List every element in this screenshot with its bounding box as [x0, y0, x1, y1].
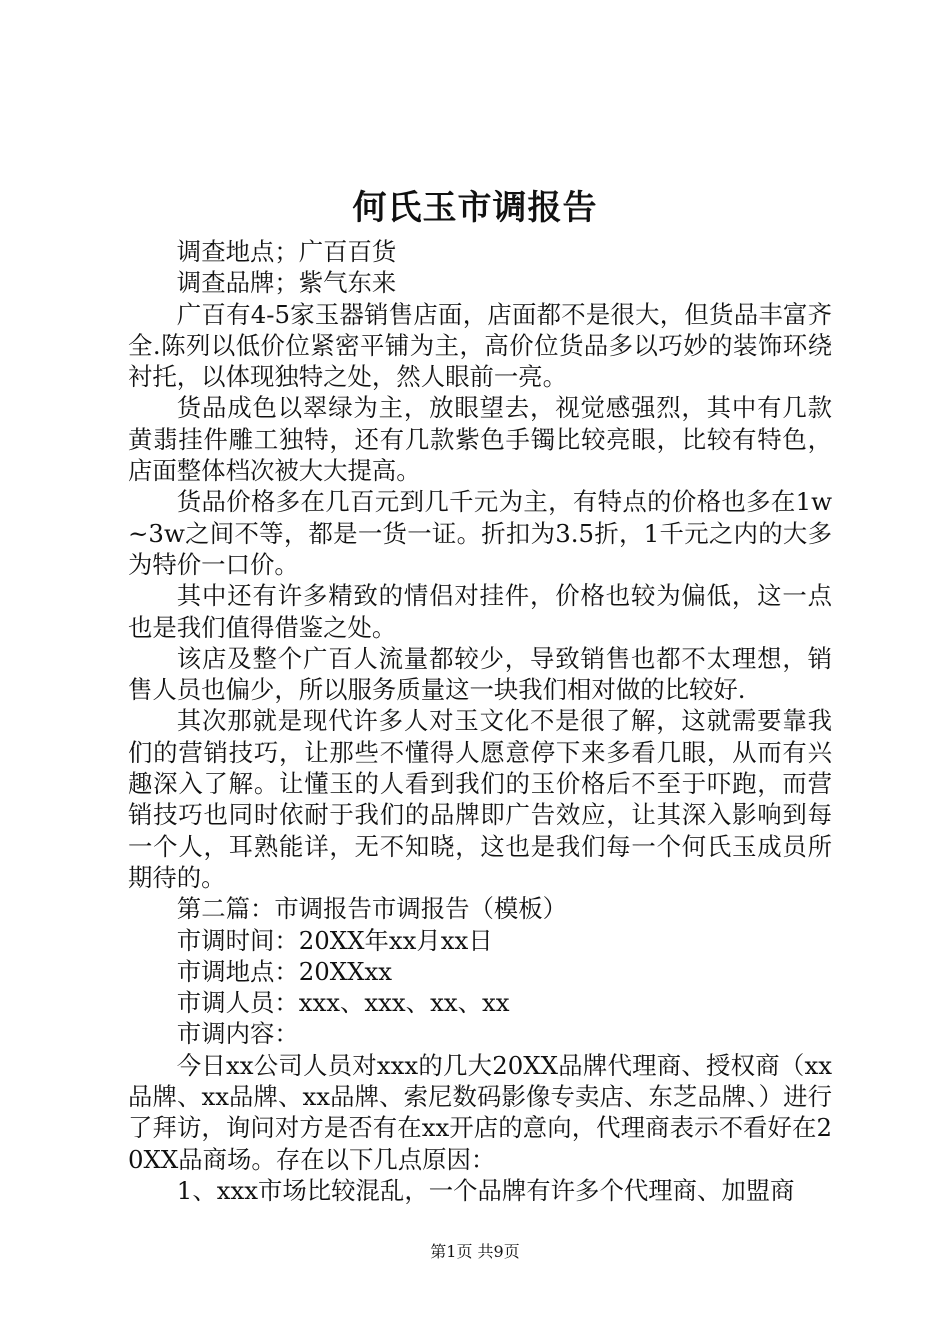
paragraph: 市调地点：20XXxx: [176, 956, 393, 986]
section-heading: 第二篇：市调报告市调报告（模板）: [176, 894, 568, 924]
paragraph: 该店及整个广百人流量都较少，导致销售也都不太理想，销售人员也偏少，所以服务质量这一块我们相对做的比较好.: [128, 643, 832, 705]
paragraph: 广百有4-5家玉器销售店面，店面都不是很大，但货品丰富齐全.陈列以低价位紧密平铺为主，高价位货品多以巧妙的装饰环绕衬托，以体现独特之处，然人眼前一亮。: [128, 299, 832, 392]
paragraph: 今日xx公司人员对xxx的几大20XX品牌代理商、授权商（xx品牌、xx品牌、xx品牌、索尼数码影像专卖店、东芝品牌、）进行了拜访，询问对方是否有在xx开店的意向，代理商表示不看好在20XX品商场。存在以下几点原因：: [128, 1050, 832, 1174]
paragraph: 货品价格多在几百元到几千元为主，有特点的价格也多在1w~3w之间不等，都是一货一证。折扣为3.5折，1千元之内的大多为特价一口价。: [128, 487, 832, 579]
paragraph: 其中还有许多精致的情侣对挂件，价格也较为偏低，这一点也是我们值得借鉴之处。: [128, 581, 832, 642]
paragraph: 市调人员：xxx、xxx、xx、xx: [176, 988, 510, 1018]
paragraph: 调查地点；广百百货: [176, 237, 397, 266]
paragraph: 货品成色以翠绿为主，放眼望去，视觉感强烈，其中有几款黄翡挂件雕工独特，还有几款紫色手镯比较亮眼，比较有特色，店面整体档次被大大提高。: [128, 393, 832, 486]
paragraph: 市调时间：20XX年xx月xx日: [176, 925, 493, 955]
document-title: 何氏玉市调报告: [352, 188, 598, 228]
paragraph: 1、xxx市场比较混乱，一个品牌有许多个代理商、加盟商: [176, 1175, 795, 1205]
paragraph: 市调内容：: [176, 1019, 299, 1049]
paragraph: 调查品牌；紫气东来: [176, 268, 397, 298]
page-footer: 第1页 共9页: [430, 1242, 520, 1261]
document-body: [128, 236, 832, 1206]
paragraph: 其次那就是现代许多人对玉文化不是很了解，这就需要靠我们的营销技巧，让那些不懂得人愿意停下来多看几眼，从而有兴趣深入了解。让懂玉的人看到我们的玉价格后不至于吓跑，而营销技巧也同时依耐于我们的品牌即广告效应，让其深入影响到每一个人，耳熟能详，无不知晓，这也是我们每一个何氏玉成员所期待的。: [128, 706, 832, 892]
